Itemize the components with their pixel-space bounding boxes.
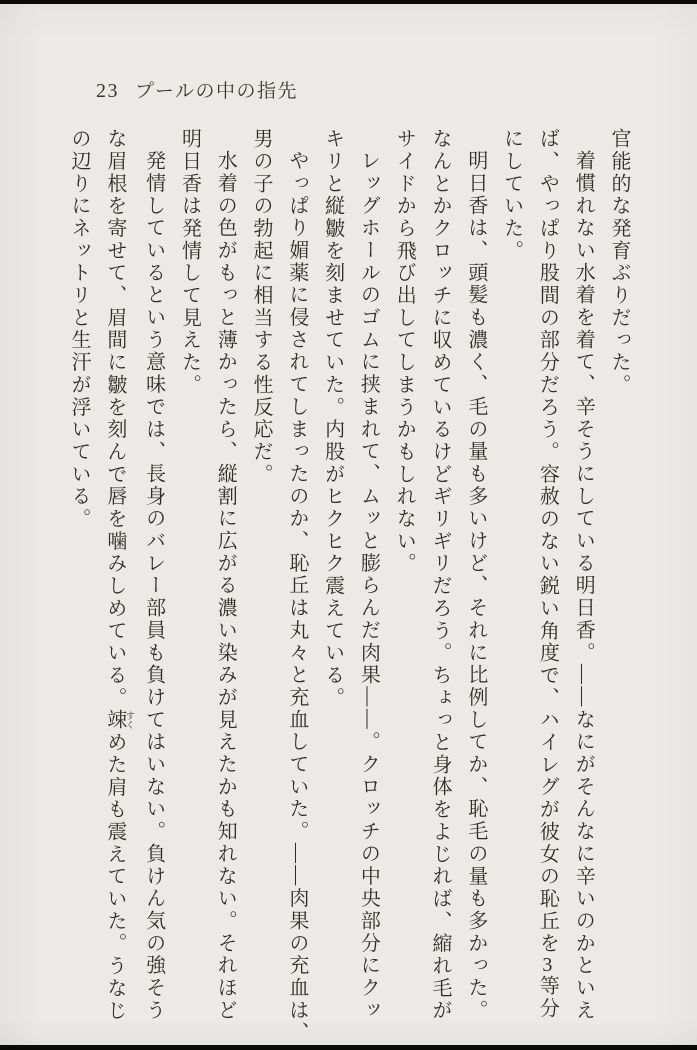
text-column: レッグホールのゴムに挟まれて、ムッと膨らんだ肉果――。クロッチの中央部分にクッ (357, 150, 380, 1023)
text-column: なんとかクロッチに収めているけどギリギリだろう。ちょっと身体をよじれば、縮れ毛が (429, 128, 452, 1022)
vertical-text-block (60, 128, 636, 1045)
text-column: 明日香は、頭髪も濃く、毛の量も多いけど、それに比例してか、恥毛の量も多かった。 (464, 150, 487, 1023)
text-column: サイドから飛び出してしまうかもしれない。 (393, 128, 416, 575)
text-column: 水着の色がもっと薄かったら、縦割に広がる濃い染みが見えたかも知れない。それほど (214, 150, 237, 1023)
running-head (96, 76, 298, 103)
text-column: 男の子の勃起に相当する性反応だ。 (250, 128, 273, 486)
text-column: 発情しているという意味では、長身のバレー部員も負けてはいない。負けん気の強そう (142, 150, 165, 1023)
page-number: 23 (96, 80, 119, 102)
text-column: 官能的な発育ぶりだった。 (608, 128, 630, 397)
text-column: にしていた。 (500, 128, 523, 263)
text-column: ば、やっぱり股間の部分だろう。容赦のない鋭い角度で、ハイレグが彼女の恥丘を3等分 (536, 128, 559, 1020)
scan-edge-top (0, 0, 697, 4)
scan-edge-bottom (0, 1045, 697, 1050)
text-column: な眉根を寄せて、眉間に皺を刻んで唇を噛みしめている。竦 すくめた肩も震えていた。うなじ (103, 128, 135, 1023)
chapter-title: プールの中の指先 (135, 81, 299, 102)
text-column: キリと縦皺を刻ませていた。内股がヒクヒク震えている。 (321, 128, 344, 710)
text-column: 明日香は発情して見えた。 (178, 128, 201, 397)
text-column: やっぱり媚薬に侵されてしまったのか、恥丘は丸々と充血していた。――肉果の充血は、 (285, 150, 308, 1045)
text-column: 着慣れない水着を着て、辛そうにしている明日香。――なにがそんなに辛いのかといえ (572, 150, 595, 1023)
text-column: の辺りにネットリと生汗が浮いている。 (68, 128, 91, 531)
